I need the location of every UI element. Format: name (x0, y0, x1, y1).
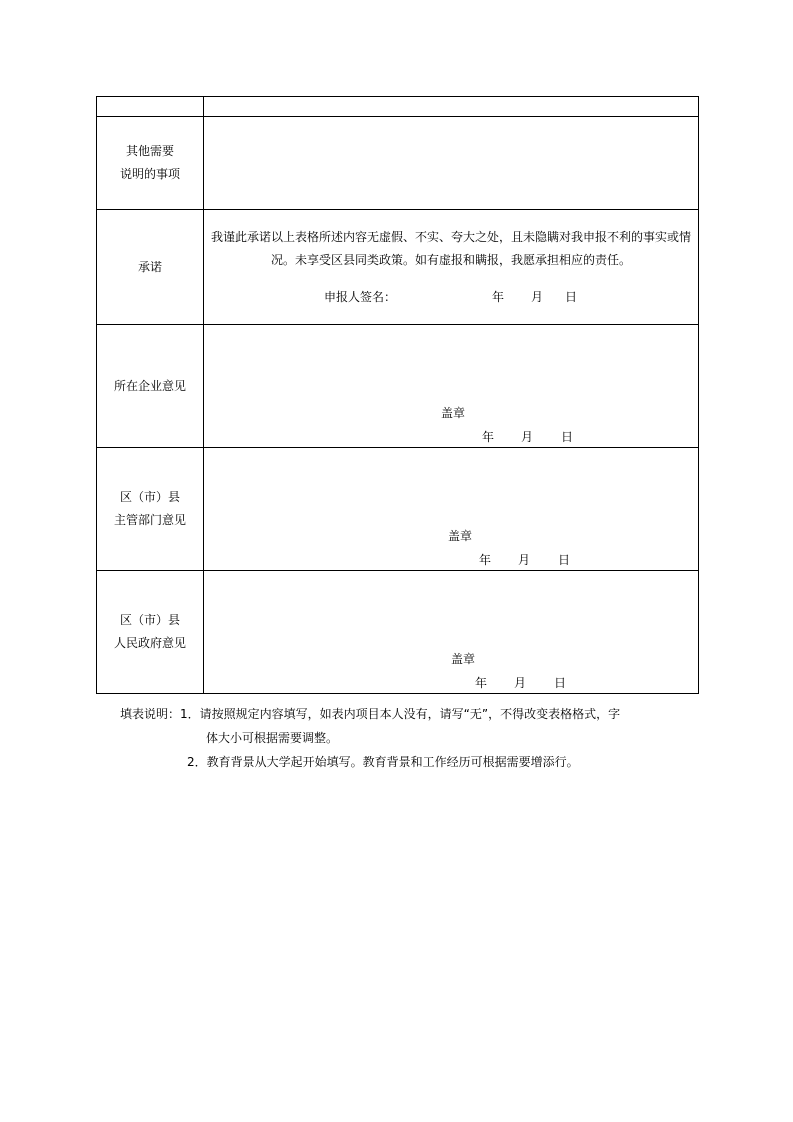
department-date-year: 年 (479, 553, 492, 567)
notes-line-2: 体大小可根据需要调整。 (206, 731, 339, 745)
department-opinion-field[interactable] (204, 448, 699, 571)
enterprise-opinion-field[interactable] (204, 325, 699, 448)
other-matters-label-line2: 说明的事项 (119, 167, 180, 181)
application-form-table (96, 96, 699, 694)
signature-label: 申报人签名： (324, 290, 397, 304)
department-label-line1: 区（市）县 (119, 490, 180, 504)
form-row-top (97, 97, 699, 117)
enterprise-date-month: 月 (521, 430, 534, 444)
pledge-date-year: 年 (492, 290, 505, 304)
government-date-day: 日 (554, 676, 567, 690)
government-label-line1: 区（市）县 (119, 613, 180, 627)
government-date-year: 年 (475, 676, 488, 690)
enterprise-date-year: 年 (482, 430, 495, 444)
department-date-day: 日 (558, 553, 571, 567)
other-matters-field[interactable] (204, 117, 699, 210)
form-row-enterprise-opinion (97, 325, 699, 448)
form-row-pledge (97, 210, 699, 325)
other-matters-label-line1: 其他需要 (125, 144, 174, 158)
department-date-month: 月 (518, 553, 531, 567)
pledge-date-month: 月 (531, 290, 544, 304)
department-opinion-label (97, 448, 204, 571)
government-seal-label: 盖章 (451, 652, 476, 666)
form-row-government-opinion (97, 571, 699, 694)
top-content-cell (204, 97, 699, 117)
government-label-line2: 人民政府意见 (113, 636, 186, 650)
form-row-department-opinion (97, 448, 699, 571)
pledge-cell (204, 210, 699, 325)
pledge-text: 我谨此承诺以上表格所述内容无虚假、不实、夸大之处，且未隐瞒对我申报不利的事实或情况。未享受区县同类政策。如有虚报和瞒报，我愿承担相应的责任。 (210, 230, 691, 267)
department-seal-label: 盖章 (448, 529, 473, 543)
form-row-other-matters (97, 117, 699, 210)
top-label-cell (97, 97, 204, 117)
enterprise-seal-label: 盖章 (441, 406, 466, 420)
pledge-date-day: 日 (565, 290, 578, 304)
government-date-month: 月 (514, 676, 527, 690)
other-matters-label (97, 117, 204, 210)
department-label-line2: 主管部门意见 (113, 513, 186, 527)
notes-line-3: 2．教育背景从大学起开始填写。教育背景和工作经历可根据需要增添行。 (187, 755, 579, 769)
enterprise-date-day: 日 (561, 430, 574, 444)
form-filling-notes (120, 702, 620, 774)
government-opinion-label (97, 571, 204, 694)
pledge-label: 承诺 (97, 210, 204, 325)
enterprise-opinion-label: 所在企业意见 (97, 325, 204, 448)
notes-line-1: 填表说明：1．请按照规定内容填写，如表内项目本人没有，请写“无”，不得改变表格格式，字 (120, 707, 621, 721)
government-opinion-field[interactable] (204, 571, 699, 694)
